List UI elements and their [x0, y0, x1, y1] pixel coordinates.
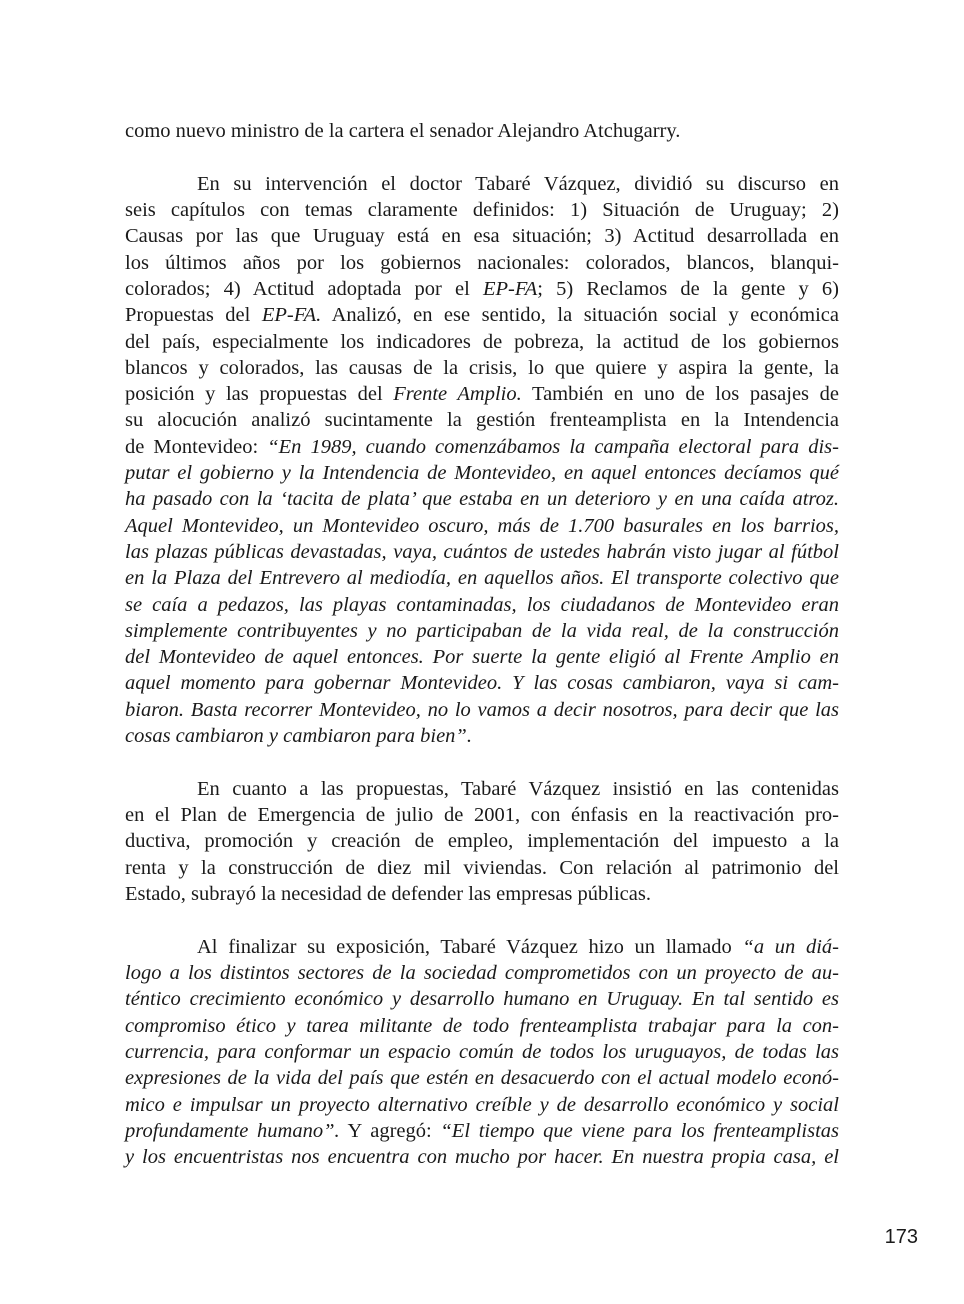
text-line: renta y la construcción de diez mil viviendas. Con relación al patrimonio del	[125, 856, 839, 879]
text-line: como nuevo ministro de la cartera el senador Alejandro Atchugarry.	[125, 120, 681, 142]
text-line	[125, 434, 839, 460]
text-line: ha pasado con la ‘tacita de plata’ que estaba en un deterioro y en una caída atroz.	[125, 488, 839, 511]
text-line: aquel momento para gobernar Montevideo. Y las cosas cambiaron, vaya si cam-	[125, 672, 839, 695]
italic-run: EP-FA	[483, 277, 538, 300]
text-line: téntico crecimiento económico y desarrollo humano en Uruguay. En tal sentido es	[125, 988, 839, 1011]
text-run: posición y las propuestas del	[125, 383, 394, 406]
paragraph	[125, 171, 839, 750]
paragraph	[125, 776, 839, 907]
text-run: Analizó, en ese sentido, la situación social y económica	[321, 304, 839, 327]
text-line: Aquel Montevideo, un Montevideo oscuro, más de 1.700 basurales en los barrios,	[125, 514, 839, 537]
text-line	[125, 302, 839, 328]
text-line: ductiva, promoción y creación de empleo, implementación del impuesto a la	[125, 830, 839, 853]
text-run: Propuestas del	[125, 304, 262, 327]
text-line: logo a los distintos sectores de la sociedad comprometidos con un proyecto de au-	[125, 962, 839, 985]
text-line: en la Plaza del Entrevero al mediodía, en aquellos años. El transporte colectivo que	[125, 567, 839, 590]
text-line: mico e impulsar un proyecto alternativo creíble y de desarrollo económico y social	[125, 1093, 839, 1116]
text-line	[125, 934, 839, 960]
document-body	[125, 118, 839, 1170]
text-line: su alocución analizó sucintamente la gestión frenteamplista en la Intendencia	[125, 409, 839, 432]
text-line: del país, especialmente los indicadores de pobreza, la actitud de los gobiernos	[125, 330, 839, 353]
text-run: Al finalizar su exposición, Tabaré Vázquez hizo un llamado	[197, 935, 743, 958]
text-run: colorados; 4) Actitud adoptada por el	[125, 277, 483, 300]
text-line: putar el gobierno y la Intendencia de Montevideo, en aquel entonces decíamos qué	[125, 462, 839, 485]
text-line: blancos y colorados, las causas de la crisis, lo que quiere y aspira la gente, la	[125, 356, 839, 379]
italic-run: “El tiempo que viene para los frenteamplistas	[440, 1119, 839, 1142]
text-line: se caía a pedazos, las playas contaminadas, los ciudadanos de Montevideo eran	[125, 593, 839, 616]
italic-run: EP-FA.	[261, 304, 322, 327]
text-line	[125, 276, 839, 302]
text-run: ; 5) Reclamos de la gente y 6)	[537, 277, 839, 300]
paragraph	[125, 934, 839, 1171]
page-number: 173	[884, 1226, 918, 1248]
italic-run: profundamente humano”.	[125, 1119, 340, 1142]
text-line: y los encuentristas nos encuentra con mucho por hacer. En nuestra propia casa, el	[125, 1146, 839, 1169]
text-line: biaron. Basta recorrer Montevideo, no lo vamos a decir nosotros, para decir que las	[125, 698, 839, 721]
text-line	[125, 1118, 839, 1144]
text-line: En su intervención el doctor Tabaré Vázquez, dividió su discurso en	[197, 172, 839, 195]
text-line: cosas cambiaron y cambiaron para bien”.	[125, 725, 472, 748]
text-line: seis capítulos con temas claramente definidos: 1) Situación de Uruguay; 2)	[125, 199, 839, 222]
text-line: currencia, para conformar un espacio común de todos los uruguayos, de todas las	[125, 1041, 839, 1063]
text-run: También en uno de los pasajes de	[521, 383, 839, 406]
italic-run: Frente Amplio.	[393, 383, 522, 406]
text-line: Causas por las que Uruguay está en esa situación; 3) Actitud desarrollada en	[125, 225, 839, 248]
text-line: expresiones de la vida del país que estén en desacuerdo con el actual modelo econó-	[125, 1067, 839, 1090]
text-run: Y agregó:	[339, 1119, 441, 1142]
text-line: los últimos años por los gobiernos nacionales: colorados, blancos, blanqui-	[125, 251, 839, 274]
italic-run: “En 1989, cuando comenzábamos la campaña electoral para dis-	[267, 435, 839, 458]
text-run: de Montevideo:	[125, 435, 268, 458]
text-line: En cuanto a las propuestas, Tabaré Vázquez insistió en las contenidas	[197, 777, 839, 800]
italic-run: “a un diá-	[742, 935, 839, 958]
text-line: simplemente contribuyentes y no participaban de la vida real, de la construcción	[125, 619, 839, 642]
text-line: las plazas públicas devastadas, vaya, cuántos de ustedes habrán visto jugar al fútbol	[125, 540, 839, 563]
text-line: en el Plan de Emergencia de julio de 2001, con énfasis en la reactivación pro-	[125, 804, 839, 827]
text-line: del Montevideo de aquel entonces. Por suerte la gente eligió al Frente Amplio en	[125, 646, 839, 669]
text-line: Estado, subrayó la necesidad de defender las empresas públicas.	[125, 883, 651, 906]
text-line	[125, 381, 839, 407]
text-line: compromiso ético y tarea militante de todo frenteamplista trabajar para la con-	[125, 1014, 839, 1037]
